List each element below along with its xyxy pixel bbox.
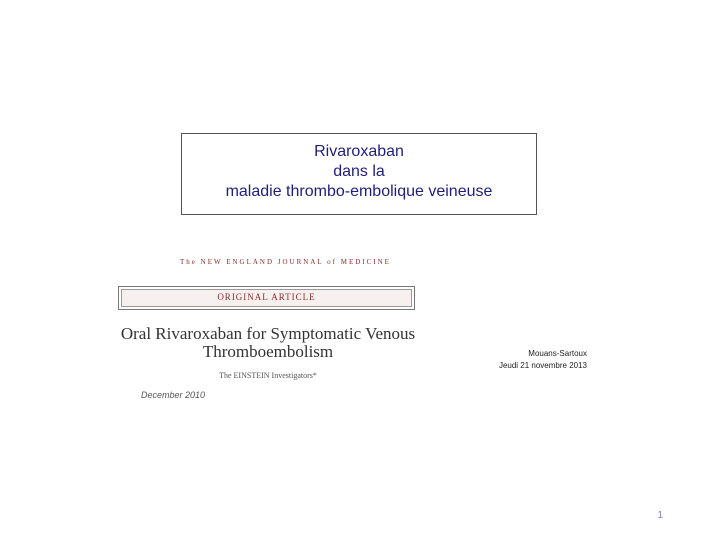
article-title-line-2: Thromboembolism: [202, 342, 334, 361]
article-type-label: ORIGINAL ARTICLE: [217, 292, 316, 302]
slide-title-line-1: Rivaroxaban: [314, 143, 404, 160]
meeting-info: [499, 348, 587, 372]
article-type-banner: [118, 286, 415, 310]
article-title-line-1: Oral Rivaroxaban for Symptomatic Venous: [120, 324, 416, 343]
slide-title-box: [181, 133, 537, 215]
slide-number: 1: [657, 510, 663, 521]
slide-title-line-3: maladie thrombo-embolique veineuse: [225, 183, 493, 200]
publication-date: December 2010: [141, 390, 206, 400]
journal-name: The NEW ENGLAND JOURNAL of MEDICINE: [180, 258, 391, 266]
article-title: [118, 325, 418, 361]
meeting-date: Jeudi 21 novembre 2013: [498, 361, 587, 370]
article-authors: The EINSTEIN Investigators*: [219, 371, 317, 380]
slide-title-line-2: dans la: [333, 163, 385, 180]
meeting-location: Mouans-Sartoux: [528, 349, 587, 358]
